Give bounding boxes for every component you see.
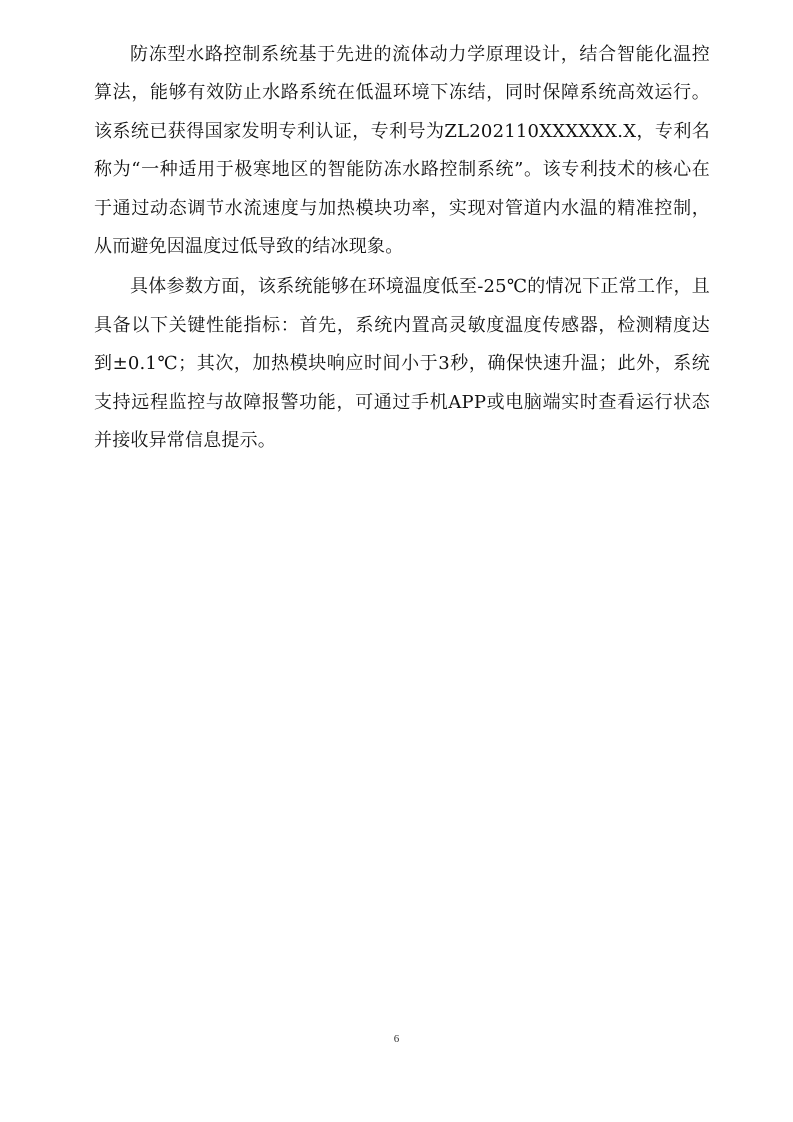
document-body: [94, 36, 710, 460]
paragraph-patent: 防冻型水路控制系统基于先进的流体动力学原理设计，结合智能化温控算法，能够有效防止水路系统在低温环境下冻结，同时保障系统高效运行。该系统已获得国家发明专利认证，专利号为ZL202110XXXXXX.X，专利名称为“一种适用于极寒地区的智能防冻水路控制系统”。该专利技术的核心在于通过动态调节水流速度与加热模块功率，实现对管道内水温的精准控制，从而避免因温度过低导致的结冰现象。: [94, 44, 710, 258]
page-number: 6: [393, 1033, 400, 1045]
paragraph-parameters: 具体参数方面，该系统能够在环境温度低至-25℃的情况下正常工作，且具备以下关键性能指标：首先，系统内置高灵敏度温度传感器，检测精度达到±0.1℃；其次，加热模块响应时间小于3秒，确保快速升温；此外，系统支持远程监控与故障报警功能，可通过手机APP或电脑端实时查看运行状态并接收异常信息提示。: [94, 276, 710, 452]
